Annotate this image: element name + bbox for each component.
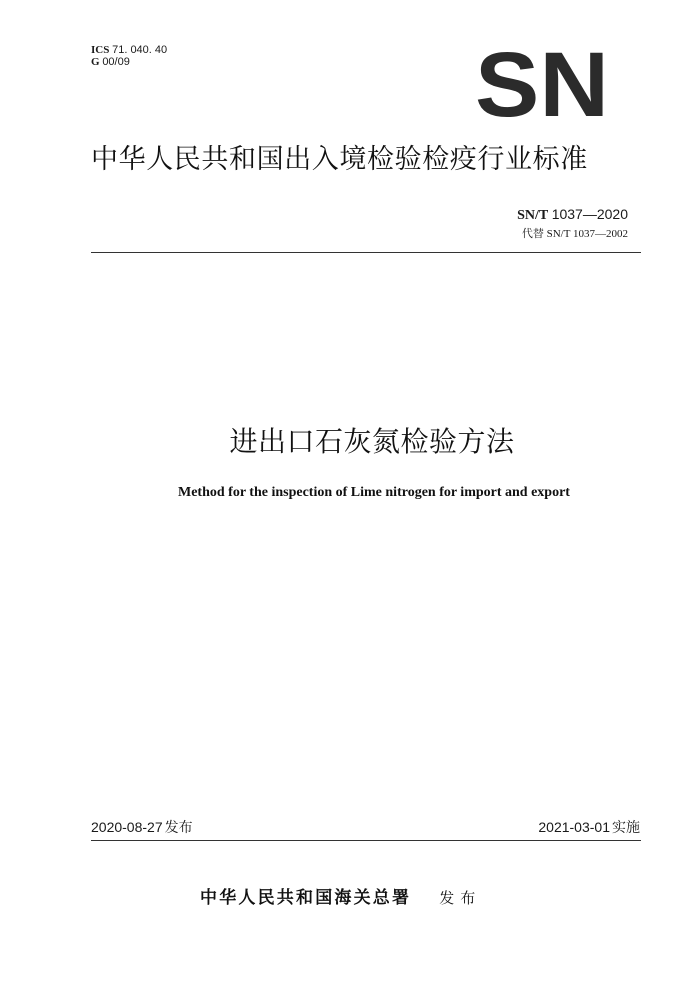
- sn-logo: [474, 50, 610, 118]
- title-chinese: 进出口石灰氮检验方法: [229, 425, 515, 458]
- sn-logo-text: SN: [475, 50, 609, 118]
- issuer-organization: 中华人民共和国海关总署: [200, 888, 412, 908]
- authority-line: 中华人民共和国出入境检验检疫行业标准: [91, 144, 588, 175]
- standard-prefix: SN/T: [517, 208, 549, 223]
- standard-number: 1037—2020: [551, 206, 628, 222]
- title-english: Method for the inspection of Lime nitrogen for import and export: [178, 485, 570, 500]
- bottom-divider: [91, 840, 641, 841]
- ccs-code: 00/09: [102, 56, 130, 68]
- effective-date: 2021-03-01 实施: [538, 819, 640, 836]
- ics-code: 71. 040. 40: [112, 44, 168, 56]
- publish-date: 2020-08-27 发布: [91, 819, 193, 836]
- ccs-code-line: G 00/09: [91, 56, 130, 68]
- ics-code-line: ICS 71. 040. 40: [91, 44, 168, 56]
- standard-code-block: [517, 205, 628, 242]
- standard-code: [517, 205, 628, 225]
- replaces-line: 代替 SN/T 1037—2002: [521, 228, 628, 240]
- issuer-line: [200, 886, 481, 910]
- top-divider: [91, 252, 641, 253]
- classification-codes: [91, 44, 167, 68]
- issuer-action: 发布: [439, 889, 482, 907]
